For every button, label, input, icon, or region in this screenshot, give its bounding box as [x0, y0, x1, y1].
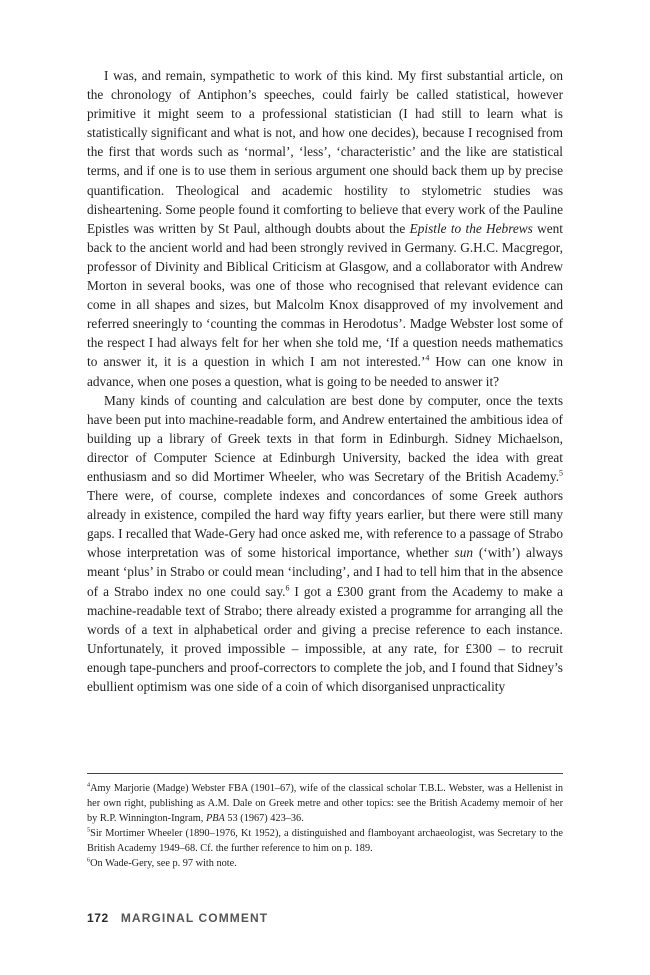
text-run: I was, and remain, sympathetic to work of this kind. My first substantial article, on the chronology of Antiphon’s speeches, could fairly be called statistical, however primitive it might seem to a professional statistician (I had still to learn what is statistically significant and what is not, and how one decides), because I recognised from the first that words such as ‘normal’, ‘less’, ‘characteristic’ and the like are statistical terms, and if one is to use them in serious argument one should back them up by precise quantification. Theological and academic hostility to stylometric studies was disheartening. Some people found it comforting to believe that every work of the Pauline Epistles was written by St Paul, although doubts about the: [87, 68, 563, 236]
footnote-number: 6: [87, 857, 91, 865]
text-run: How can one know in advance, when one poses a question, what is going to be needed to answer it?: [87, 354, 563, 389]
footnote-number: 4: [87, 781, 91, 789]
footnote-6: [87, 856, 563, 871]
paragraph: [87, 66, 563, 391]
main-text: [87, 66, 563, 696]
running-head: MARGINAL COMMENT: [120, 911, 269, 925]
text-run: I got a £300 grant from the Academy to make a machine-readable text of Strabo; there already existed a programme for arranging all the words of a text in alphabetical order and giving a precise reference to each instance. Unfortunately, it proved impossible – impossible, at any rate, for £300 – to recruit enough tape-punchers and proof-correctors to complete the job, and I found that Sidney’s ebullient optimism was one side of a coin of which disorganised unpracticality: [87, 583, 563, 694]
page-footer: [87, 911, 268, 925]
footnote-text: On Wade-Gery, see p. 97 with note.: [90, 858, 237, 870]
italic-word: sun: [454, 545, 474, 561]
italic-title: Epistle to the Hebrews: [409, 220, 533, 236]
text-run: (‘with’) always meant ‘plus’ in Strabo or could mean ‘including’, and I had to tell him that in the absence of a Strabo index no one could say.: [87, 545, 563, 599]
paragraph: [87, 391, 563, 697]
footnote-5: [87, 826, 563, 856]
page-number: 172: [87, 911, 109, 925]
footnote-number: 5: [87, 826, 91, 834]
footnote-text: Amy Marjorie (Madge) Webster FBA (1901–67), wife of the classical scholar T.B.L. Webster, was a Hellenist in her own right, publishing as A.M. Dale on Greek metre and other topics: see the British Academy memoir of her by R.P. Winnington-Ingram,: [87, 783, 563, 825]
footnote-ref-6[interactable]: 6: [285, 583, 290, 593]
footnotes: [87, 773, 563, 872]
text-run: went back to the ancient world and had been strongly revived in Germany. G.H.C. Macgregor, professor of Divinity and Biblical Criticism at Glasgow, and a collaborator with Andrew Morton in several books, was one of those who recognised that relevant evidence can come in all shapes and sizes, but Malcolm Knox disapproved of my involvement and referred sneeringly to ‘counting the commas in Herodotus’. Madge Webster lost some of the respect I had always felt for her when she told me, ‘If a question needs mathematics to answer it, it is a question in which I am not interested.’: [87, 220, 563, 370]
footnote-text: Sir Mortimer Wheeler (1890–1976, Kt 1952), a distinguished and flamboyant archaeologist, was Secretary to the British Academy 1949–68. Cf. the further reference to him on p. 189.: [87, 828, 563, 855]
footnote-ref-4[interactable]: 4: [425, 353, 430, 363]
text-run: Many kinds of counting and calculation are best done by computer, once the texts have been put into machine-readable form, and Andrew entertained the ambitious idea of building up a library of Greek texts in that form in Edinburgh. Sidney Michaelson, director of Computer Science at Edinburgh University, backed the idea with great enthusiasm and so did Mortimer Wheeler, who was Secretary of the British Academy.: [87, 392, 563, 484]
footnote-text: 53 (1967) 423–36.: [224, 813, 304, 825]
footnote-ref-5[interactable]: 5: [559, 468, 563, 478]
italic-abbrev: PBA: [205, 813, 225, 825]
footnote-4: [87, 781, 563, 826]
text-run: There were, of course, complete indexes and concordances of some Greek authors already in existence, compiled the hard way fifty years earlier, but there were still many gaps. I recalled that Wade-Gery had once asked me, with reference to a passage of Strabo whose interpretation was of some historical importance, whether: [87, 488, 563, 561]
